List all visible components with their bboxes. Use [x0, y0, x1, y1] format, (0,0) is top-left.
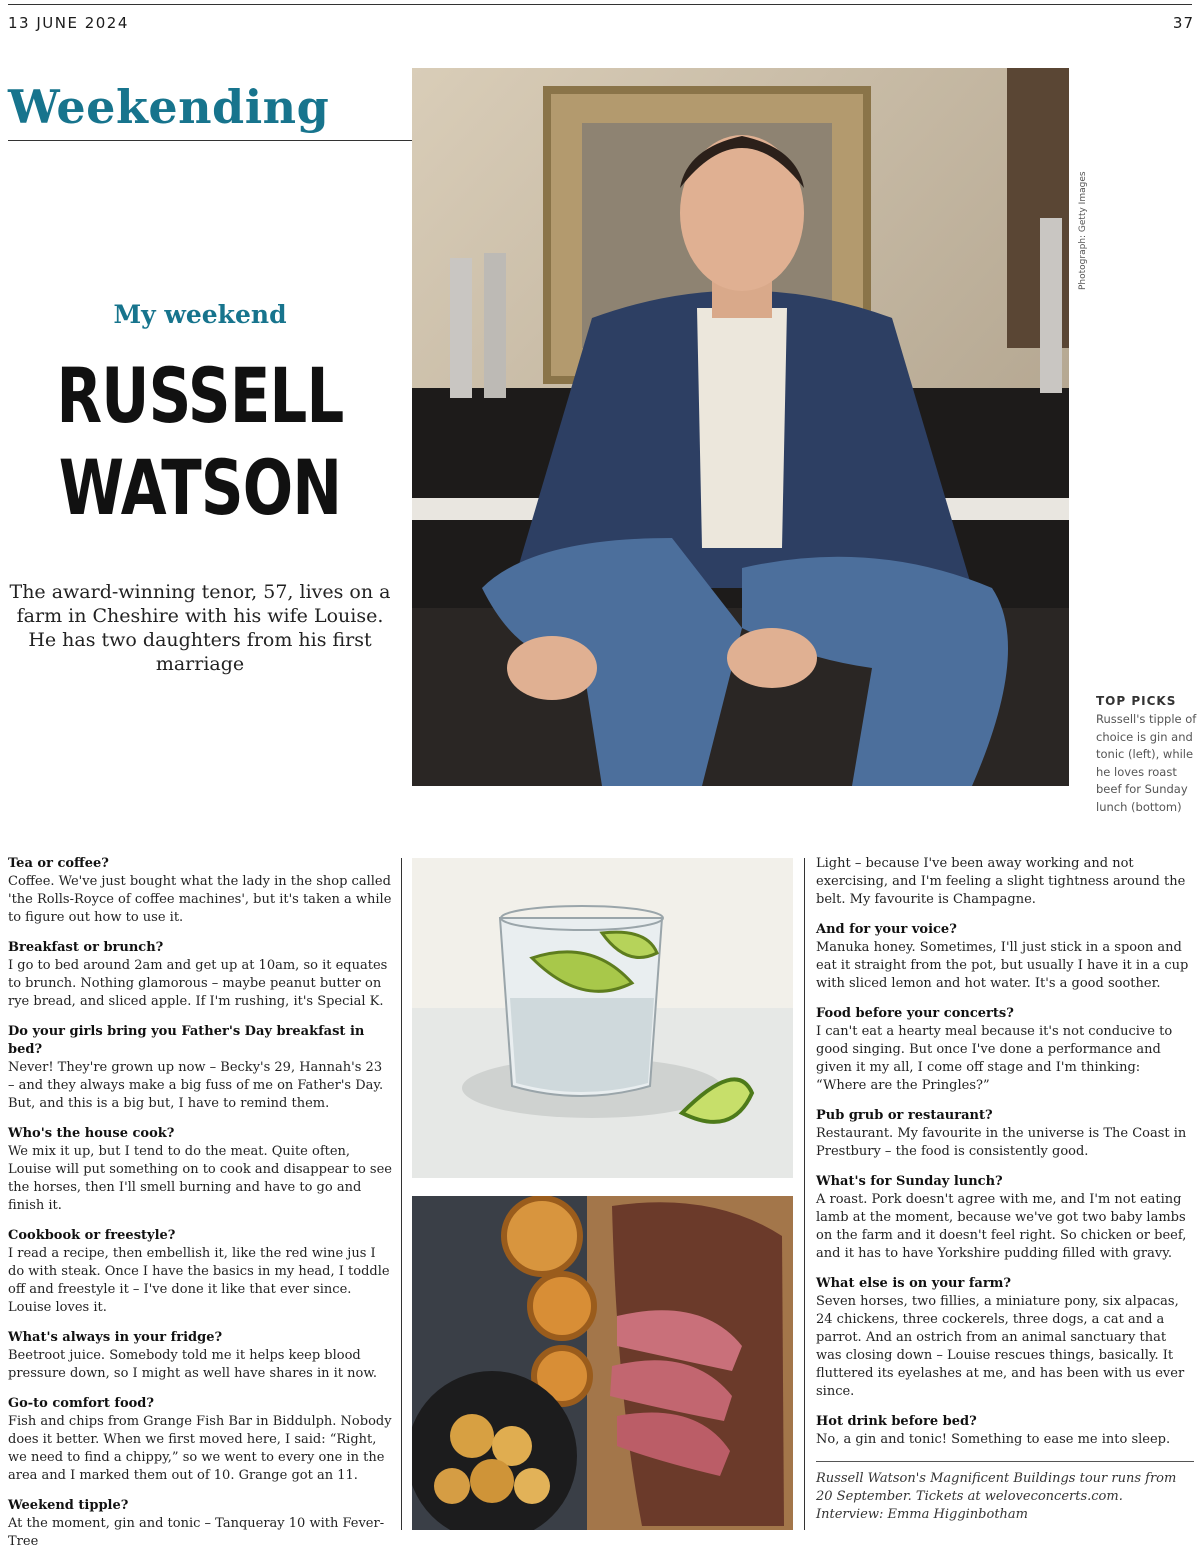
headline-line-2: WATSON	[58, 443, 342, 532]
answer: Restaurant. My favourite in the universe is The Coast in Prestbury – the food is consistently good.	[816, 1126, 1187, 1159]
qa-item	[8, 1329, 392, 1383]
question: Go-to comfort food?	[8, 1396, 154, 1411]
qa-item	[8, 855, 392, 927]
answer: At the moment, gin and tonic – Tanqueray 10 with Fever-Tree	[8, 1516, 385, 1549]
qa-item	[816, 1413, 1194, 1449]
headline-name	[44, 350, 356, 534]
gin-glass-illustration	[412, 858, 793, 1178]
question: Cookbook or freestyle?	[8, 1228, 176, 1243]
qa-item	[816, 1005, 1194, 1095]
answer: I read a recipe, then embellish it, like the red wine jus I do with steak. Once I have the basics in my head, I toddle off and freestyle it – I've done it like that ever since. Louise loves it.	[8, 1246, 390, 1315]
column-rule-left	[401, 858, 402, 1530]
qa-item	[8, 1023, 392, 1113]
qa-item	[8, 1227, 392, 1317]
top-picks-heading: TOP PICKS	[1096, 694, 1177, 708]
question: Food before your concerts?	[816, 1006, 1014, 1021]
answer: A roast. Pork doesn't agree with me, and I'm not eating lamb at the moment, because we've got two baby lambs on the farm and it doesn't feel right. So chicken or beef, and it has to have Yorkshire pudding filled with gravy.	[816, 1192, 1187, 1261]
answer: Beetroot juice. Somebody told me it helps keep blood pressure down, so I might as well have shares in it now.	[8, 1348, 378, 1381]
qa-item	[8, 1497, 392, 1551]
question: What's for Sunday lunch?	[816, 1174, 1003, 1189]
qa-item	[8, 1395, 392, 1485]
page-number: 37	[1172, 14, 1194, 32]
top-rule	[8, 4, 1192, 5]
roast-dinner-illustration	[412, 1196, 793, 1530]
qa-item	[8, 1125, 392, 1215]
gin-and-tonic-photo	[412, 858, 793, 1178]
answer: I can't eat a hearty meal because it's not conducive to good singing. But once I've done a performance and given it my all, I come off stage and I'm thinking: “Where are the Pringles?”	[816, 1024, 1173, 1093]
qa-item	[816, 1173, 1194, 1263]
top-picks-caption	[1096, 694, 1200, 816]
photo-credit: Photograph: Getty Images	[1078, 171, 1088, 290]
top-picks-text: Russell's tipple of choice is gin and tonic (left), while he loves roast beef for Sunday lunch (bottom)	[1096, 712, 1197, 814]
answer: Seven horses, two fillies, a miniature pony, six alpacas, 24 chickens, three cockerels, three dogs, a cat and a parrot. And an ostrich from an animal sanctuary that was closing down – Louise rescues things, basically. It fluttered its eyelashes at me, and has been with us ever since.	[816, 1294, 1185, 1399]
column-3	[816, 855, 1194, 1524]
answer: Fish and chips from Grange Fish Bar in Biddulph. Nobody does it better. When we first moved here, I said: “Right, we need to find a chippy,” so we went to every one in the area and I marked them out of 10. Grange got an 11.	[8, 1414, 392, 1483]
answer: No, a gin and tonic! Something to ease me into sleep.	[816, 1432, 1171, 1447]
question: Weekend tipple?	[8, 1498, 129, 1513]
question: Pub grub or restaurant?	[816, 1108, 993, 1123]
question: What else is on your farm?	[816, 1276, 1012, 1291]
footer-rule	[816, 1461, 1194, 1462]
question: What's always in your fridge?	[8, 1330, 223, 1345]
qa-item	[816, 1107, 1194, 1161]
column-rule-right	[804, 858, 805, 1530]
question: Breakfast or brunch?	[8, 940, 164, 955]
question: Who's the house cook?	[8, 1126, 175, 1141]
column-1	[8, 855, 392, 1563]
question: Hot drink before bed?	[816, 1414, 977, 1429]
standfirst: The award-winning tenor, 57, lives on a farm in Cheshire with his wife Louise. He has two daughters from his first marriage	[9, 581, 391, 675]
kicker: My weekend	[113, 300, 287, 329]
qa-item	[816, 921, 1194, 993]
section-rule	[8, 140, 412, 141]
answer: We mix it up, but I tend to do the meat. Quite often, Louise will put something on to cook and disappear to see the horses, then I'll smell burning and have to go and finish it.	[8, 1144, 392, 1213]
answer: Coffee. We've just bought what the lady in the shop called 'the Rolls-Royce of coffee machines', but it's taken a while to figure out how to use it.	[8, 874, 392, 925]
headline-line-1: RUSSELL	[56, 351, 344, 440]
hero-photo	[412, 68, 1069, 786]
issue-date: 13 JUNE 2024	[8, 14, 129, 32]
question: And for your voice?	[816, 922, 957, 937]
roast-beef-photo	[412, 1196, 793, 1530]
qa-item	[8, 939, 392, 1011]
tour-info: Russell Watson's Magnificent Buildings tour runs from 20 September. Tickets at weloveconcerts.com.	[816, 1471, 1177, 1504]
question: Tea or coffee?	[8, 856, 109, 871]
continued-answer: Light – because I've been away working and not exercising, and I'm feeling a slight tightness around the belt. My favourite is Champagne.	[816, 856, 1186, 907]
qa-item	[816, 1275, 1194, 1401]
answer: I go to bed around 2am and get up at 10am, so it equates to brunch. Nothing glamorous – maybe peanut butter on rye bread, and sliced apple. If I'm rushing, it's Special K.	[8, 958, 388, 1009]
interview-credit: Interview: Emma Higginbotham	[816, 1507, 1028, 1522]
section-title: Weekending	[8, 80, 330, 134]
portrait-illustration	[412, 68, 1069, 786]
answer: Manuka honey. Sometimes, I'll just stick in a spoon and eat it straight from the pot, but usually I have it in a cup with sliced lemon and hot water. It's a good soother.	[816, 940, 1189, 991]
question: Do your girls bring you Father's Day breakfast in bed?	[8, 1024, 365, 1057]
answer: Never! They're grown up now – Becky's 29, Hannah's 23 – and they always make a big fuss of me on Father's Day. But, and this is a big but, I have to remind them.	[8, 1060, 384, 1111]
